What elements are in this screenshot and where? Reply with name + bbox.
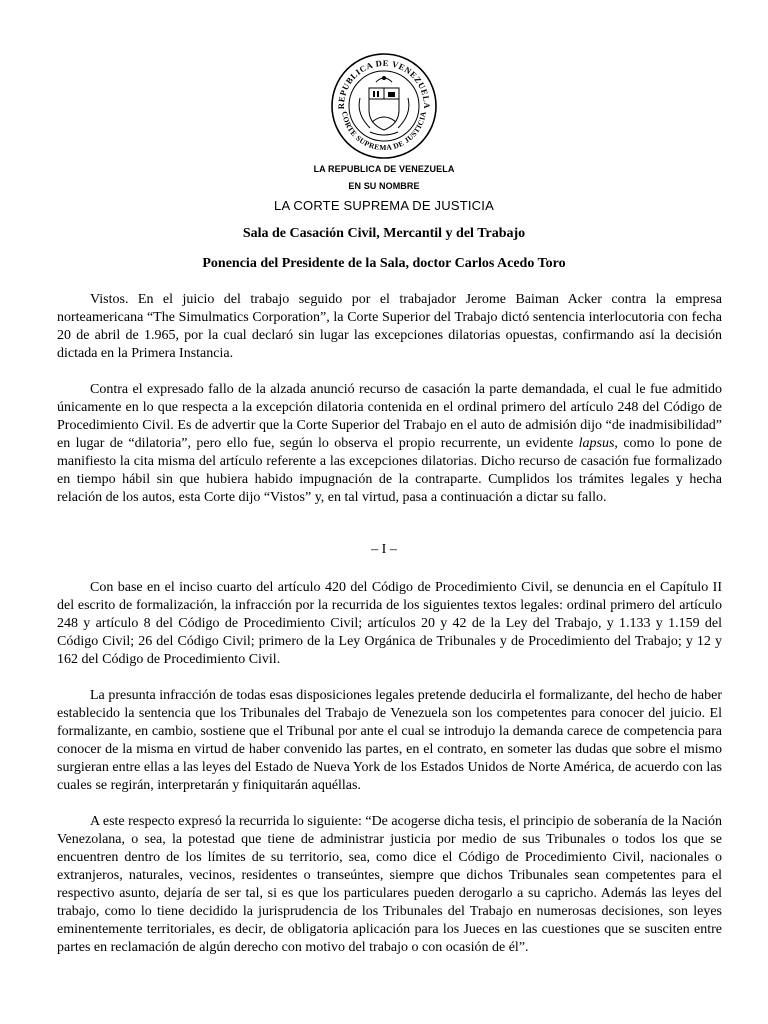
paragraph-recurrida-cita: A este respecto expresó la recurrida lo siguiente: “De acogerse dicha tesis, el principio de soberanía de la Nación Venezolana, o sea, la potestad que tiene de administrar justicia por medio de sus Tribunales o todos los que se encuentren dentro de los límites de su territorio, sea, como dice el Código de Procedimiento Civil, nacionales o extranjeros, naturales, vecinos, residentes o transeúntes, siempre que dichos Tribunales sean competentes para el respectivo asunto, dejaría de ser tal, si es que los particulares pueden derogarlo a su capricho. Además las leyes del trabajo, como lo tiene decidido la jurisprudencia de los Tribunales del Trabajo en numerosas decisiones, son leyes eminentemente territoriales, es decir, de obligatoria aplicación para los Jueces en las cuestiones que se susciten entre partes en reclamación de algún derecho con motivo del trabajo o con ocasión de él”. [57, 814, 722, 955]
paragraph-recurso [57, 381, 722, 507]
header-sala-title: Sala de Casación Civil, Mercantil y del Trabajo [242, 226, 526, 241]
paragraph-infraccion: La presunta infracción de todas esas disposiciones legales pretende deducirla el formalizante, del hecho de haber establecido la sentencia que los Tribunales del Trabajo de Venezuela son los competentes para conocer del juicio. El formalizante, en cambio, sostiene que el Tribunal por ante el cual se introdujo la demanda carece de competencia para conocer de la misma en virtud de haber convenido las partes, en el contrato, en someter las dudas que sobre el mismo surgieran entre ellas a las leyes del Estado de Nueva York de los Estados Unidos de Norte América, de acuerdo con las cuales se regirán, interpretarán y finiquitarán aquéllas. [57, 688, 722, 793]
header-court-title: LA CORTE SUPREMA DE JUSTICIA [274, 198, 494, 213]
header-ponencia-title: Ponencia del Presidente de la Sala, doctor Carlos Acedo Toro [202, 256, 566, 271]
header-name-line: EN SU NOMBRE [348, 181, 420, 191]
svg-text:CORTE SUPREMA DE JUSTICIA: CORTE SUPREMA DE JUSTICIA [340, 110, 428, 153]
paragraph-denuncia: Con base en el inciso cuarto del artículo 420 del Código de Procedimiento Civil, se denuncia en el Capítulo II del escrito de formalización, la infracción por la recurrida de los siguientes textos legales: ordinal primero del artículo 248 y artículo 8 del Código de Procedimiento Civil; artículos 20 y 42 de la Ley del Trabajo, y 1.133 y 1.159 del Código Civil; 26 del Código Civil; primero de la Ley Orgánica de Tribunales y de Procedimiento del Trabajo; y 12 y 162 del Código de Procedimiento Civil. [57, 580, 722, 667]
paragraph-recurso-italic: lapsus [578, 436, 615, 451]
svg-text:REPUBLICA DE VENEZUELA: REPUBLICA DE VENEZUELA [335, 57, 433, 110]
paragraph-recurso-text-b: , como lo pone de manifiesto la cita misma del artículo referente a las excepciones dilatorias. Dicho recurso de casación fue formalizado en tiempo hábil sin que hubiera habido impugnación de la contraparte. Cumplidos los trámites legales y hecha relación de los autos, esta Corte dijo “Vistos” y, en tal virtud, pasa a continuación a dictar su fallo. [57, 436, 722, 505]
header-republic-line: LA REPUBLICA DE VENEZUELA [313, 164, 455, 174]
paragraph-vistos: Vistos. En el juicio del trabajo seguido por el trabajador Jerome Baiman Acker contra la empresa norteamericana “The Simulmatics Corporation”, la Corte Superior del Trabajo dictó sentencia interlocutoria con fecha 20 de abril de 1.965, por la cual declaró sin lugar las excepciones dilatorias opuestas, confirmando así la decisión dictada en la Primera Instancia. [57, 292, 722, 361]
venezuela-coat-of-arms-seal [330, 52, 438, 160]
section-marker: – I – [371, 542, 397, 557]
paragraph-recurso-text-a: Contra el expresado fallo de la alzada anunció recurso de casación la parte demandada, el cual le fue admitido únicamente en lo que respecta a la excepción dilatoria contenida en el ordinal primero del artículo 248 del Código de Procedimiento Civil. Es de advertir que la Corte Superior del Trabajo en el auto de admisión dijo “de inadmisibilidad” en lugar de “dilatoria”, pero ello fue, según lo observa el propio recurrente, un evidente [57, 382, 722, 451]
